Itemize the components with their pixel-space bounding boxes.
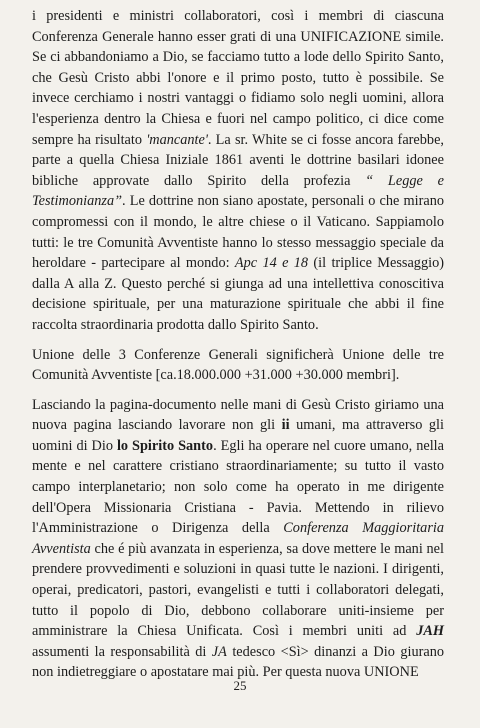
text-segment: . La sr. White se ci fosse ancora farebbe, parte a quella Chiesa Iniziale 1861 aventi le dottrine basilari idonee bibliche approvate dallo Spirito della profezia bbox=[32, 131, 444, 189]
text-segment: Conferenza Maggioritaria Avventista bbox=[32, 520, 445, 557]
text-segment: (il triplice Messaggio) dalla A alla Z. Questo perché si giunga ad una intellettiva conoscitiva decisione spirituale, per una maturazione spirituale che abbi il fine raccolta straordinaria prodotta dallo Spirito Santo. bbox=[32, 255, 444, 333]
text-segment: JA bbox=[211, 643, 227, 660]
text-segment: assumenti la responsabilità di bbox=[32, 643, 212, 660]
text-segment: 'mancante' bbox=[146, 131, 208, 148]
text-segment: . Egli ha operare nel cuore umano, nella mente e nel carattere cristiano straordinariamente; su tutto il vasto campo interplanetario; non solo come ha operato in me dirigente dell'Opera Missionaria Cristiana - Pavia. Mettendo in rilievo l'Amministrazione o Dirigenza della bbox=[32, 437, 444, 537]
text-segment: lo Spirito Santo bbox=[116, 437, 214, 454]
text-segment: Apc 14 e 18 bbox=[234, 255, 309, 272]
text-segment: i presidenti e ministri collaboratori, così i membri di ciascuna Conferenza Generale hanno esser grati di una UNIFICAZIONE simile. Se ci abbandoniamo a Dio, se facciamo tutto a lode dello Spirito Santo, che Gesù Cristo abbi l'onore e il primo posto, tutto è possibile. Se invece cerchiamo i nostri vantaggi o fidiamo solo negli uomini, allora l'esperienza dentro la Chiesa e fuori nel campo politico, ci dice come sempre ha risultato bbox=[32, 8, 444, 148]
text-segment: che é più avanzata in esperienza, sa dove mettere le mani nel prendere provvedimenti e soluzioni in quasi tutte le nazioni. I dirigenti, operai, predicatori, pastori, evangelisti e tutti i collaboratori delegati, tutto il popolo di Dio, debbono collaborare uniti-insieme per amministrare la Chiesa Unificata. Così i membri uniti ad bbox=[32, 540, 444, 640]
text-segment: tedesco <Sì> dinanzi a Dio giurano non indietreggiare o apostatare mai più. Per questa nuova UNIONE bbox=[32, 643, 444, 681]
text-segment: . Le dottrine non siano apostate, personali o che mirano compromessi con il mondo, le altre chiese o il Vaticano. Sappiamolo tutti: le tre Comunità Avventiste hanno lo stesso messaggio speciale da heroldare - partecipare al mondo: bbox=[32, 193, 444, 272]
paragraph-2 bbox=[32, 345, 444, 386]
text-segment: JAH bbox=[416, 623, 444, 640]
text-segment: Lasciando la pagina-documento nelle mani di Gesù Cristo giriamo una nuova pagina lasciando lavorare non gli bbox=[32, 396, 444, 434]
paragraph-1 bbox=[32, 6, 444, 336]
text-segment: Unione delle 3 Conferenze Generali significherà Unione delle tre Comunità Avventiste [ca.18.000.000 +31.000 +30.000 membri]. bbox=[32, 346, 444, 384]
page-number: 25 bbox=[233, 678, 247, 693]
text-segment: ii bbox=[281, 417, 290, 434]
text-segment: umani, ma attraverso gli uomini di Dio bbox=[32, 417, 445, 454]
paragraph-3 bbox=[32, 395, 444, 683]
text-segment: “ Legge e Testimonianza” bbox=[32, 172, 444, 210]
